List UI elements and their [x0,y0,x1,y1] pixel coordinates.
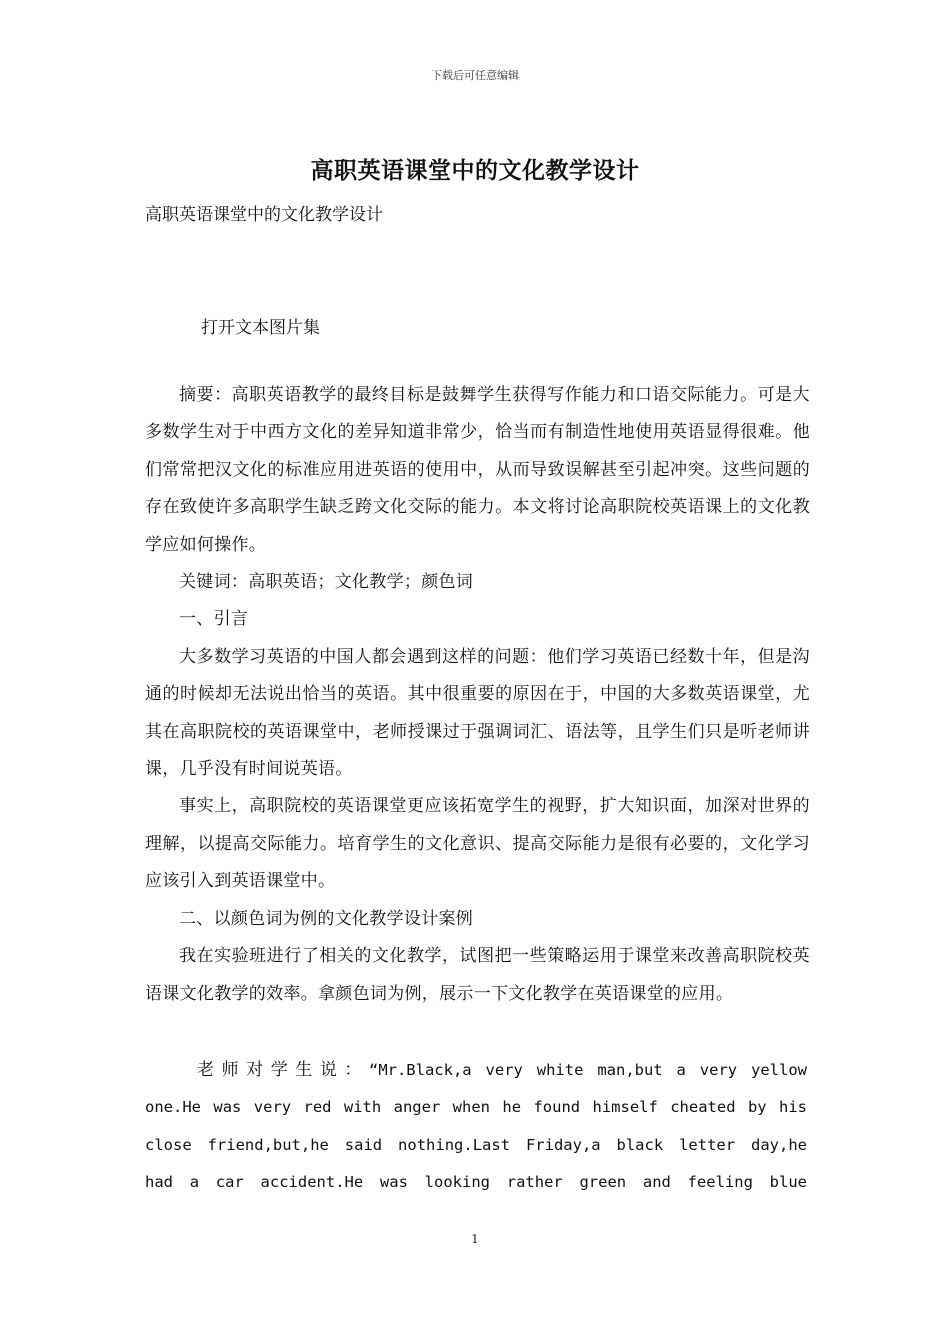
page-header-note: 下载后可任意编辑 [431,69,519,82]
example-line-4: had a car accident.He was looking rather green and feeling blue [145,1173,807,1192]
keywords-paragraph: 关键词：高职英语；文化教学；颜色词 [179,572,474,593]
body-paragraph: 事实上，高职院校的英语课堂更应该拓宽学生的视野，扩大知识面，加深对世界的理解，以提高交际能力。培育学生的文化意识、提高交际能力是很有必要的，文化学习应该引入到英语课堂中。 [145,796,810,892]
example-passage [145,1052,807,1202]
example-line-2: one.He was very red with anger when he found himself cheated by his [145,1098,807,1117]
document-title: 高职英语课堂中的文化教学设计 [310,157,640,184]
open-image-gallery-link[interactable]: 打开文本图片集 [201,318,320,338]
example-line [145,1052,807,1089]
example-lead: 老师对学生说： [197,1060,369,1080]
section-heading-case-study: 二、以颜色词为例的文化教学设计案例 [179,908,474,929]
document-subtitle: 高职英语课堂中的文化教学设计 [145,205,383,225]
section-heading-introduction: 一、引言 [179,609,249,630]
example-line-1: “Mr.Black,a very white man,but a very yellow [368,1061,807,1079]
page-number: 1 [471,1232,479,1246]
body-paragraph: 大多数学习英语的中国人都会遇到这样的问题：他们学习英语已经数十年，但是沟通的时候却无法说出恰当的英语。其中很重要的原因在于，中国的大多数英语课堂，尤其在高职院校的英语课堂中，老师授课过于强调词汇、语法等，且学生们只是听老师讲课，几乎没有时间说英语。 [145,646,810,780]
body-paragraph: 我在实验班进行了相关的文化教学，试图把一些策略运用于课堂来改善高职院校英语课文化教学的效率。拿颜色词为例，展示一下文化教学在英语课堂的应用。 [145,946,810,1004]
document-body [145,377,810,1013]
abstract-paragraph: 摘要：高职英语教学的最终目标是鼓舞学生获得写作能力和口语交际能力。可是大多数学生对于中西方文化的差异知道非常少，恰当而有制造性地使用英语显得很难。他们常常把汉文化的标准应用进英语的使用中，从而导致误解甚至引起冲突。这些问题的存在致使许多高职学生缺乏跨文化交际的能力。本文将讨论高职院校英语课上的文化教学应如何操作。 [145,385,810,555]
example-line-3: close friend,but,he said nothing.Last Friday,a black letter day,he [145,1135,807,1154]
